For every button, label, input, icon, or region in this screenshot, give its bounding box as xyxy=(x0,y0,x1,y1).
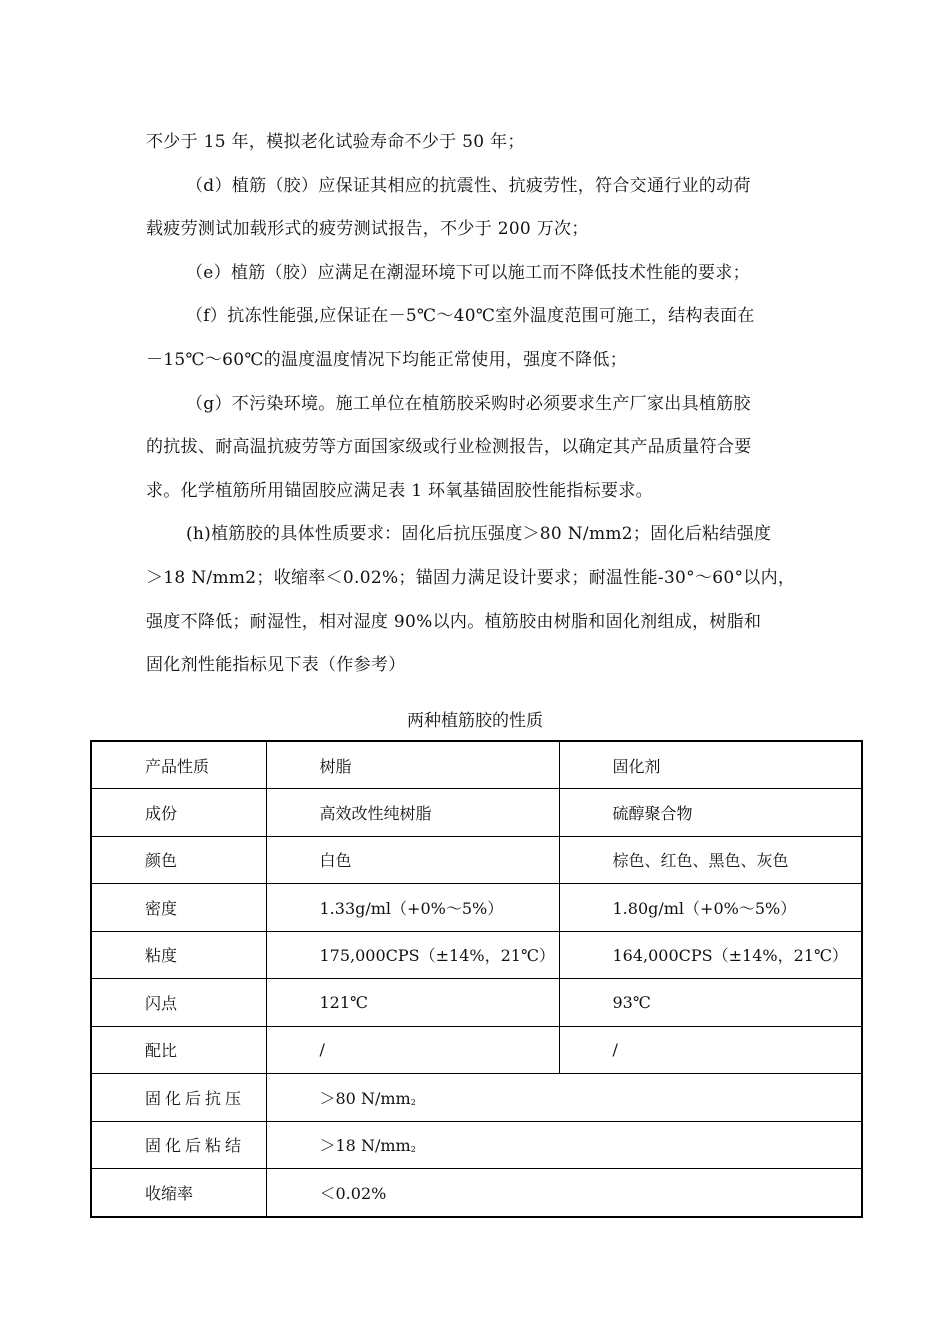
row-label: 收缩率 xyxy=(91,1169,266,1217)
hardener-value: 1.80g/ml（+0%～5%） xyxy=(559,884,862,932)
row-label: 粘度 xyxy=(91,931,266,979)
paragraph-line: 不少于 15 年，模拟老化试验寿命不少于 50 年； xyxy=(146,132,525,152)
hardener-value: 93℃ xyxy=(559,979,862,1027)
row-label: 固化后粘结 xyxy=(91,1121,266,1169)
properties-table xyxy=(90,740,863,1218)
row-label: 配比 xyxy=(91,1026,266,1074)
table-row xyxy=(91,789,862,837)
hardener-value: 164,000CPS（±14%，21℃） xyxy=(559,931,862,979)
resin-value: 白色 xyxy=(266,836,559,884)
row-label: 闪点 xyxy=(91,979,266,1027)
resin-value: / xyxy=(266,1026,559,1074)
row-label: 固化后抗压 xyxy=(91,1074,266,1122)
paragraph-line: ＞18 N/mm2；收缩率＜0.02%；锚固力满足设计要求；耐温性能-30°～60°以内， xyxy=(146,567,796,588)
paragraph-line: (h)植筋胶的具体性质要求：固化后抗压强度＞80 N/mm2；固化后粘结强度 xyxy=(186,524,772,545)
paragraph-line: （g）不污染环境。施工单位在植筋胶采购时必须要求生产厂家出具植筋胶 xyxy=(186,393,751,414)
combined-value xyxy=(266,1169,862,1217)
resin-value: 121℃ xyxy=(266,979,559,1027)
header-cell-hardener: 固化剂 xyxy=(559,741,862,789)
table-row xyxy=(91,1121,862,1169)
paragraph-line: （d）植筋（胶）应保证其相应的抗震性、抗疲劳性，符合交通行业的动荷 xyxy=(186,175,751,196)
body-text xyxy=(146,124,816,691)
paragraph-line: －15℃～60℃的温度温度情况下均能正常使用，强度不降低； xyxy=(146,349,627,370)
paragraph-line: 强度不降低；耐湿性，相对湿度 90%以内。植筋胶由树脂和固化剂组成，树脂和 xyxy=(146,611,762,632)
resin-value: 1.33g/ml（+0%～5%） xyxy=(266,884,559,932)
paragraph-line: 固化剂性能指标见下表（作参考） xyxy=(146,655,406,676)
value-text: ＜0.02% xyxy=(319,1183,387,1203)
table-row xyxy=(91,979,862,1027)
table-row xyxy=(91,1026,862,1074)
combined-value xyxy=(266,1074,862,1122)
superscript: 2 xyxy=(410,1145,416,1155)
table-row xyxy=(91,884,862,932)
hardener-value: / xyxy=(559,1026,862,1074)
value-text: ＞80 N/mm xyxy=(319,1088,411,1108)
combined-value xyxy=(266,1121,862,1169)
resin-value: 高效改性纯树脂 xyxy=(266,789,559,837)
hardener-value: 硫醇聚合物 xyxy=(559,789,862,837)
paragraph-line: 求。化学植筋所用锚固胶应满足表 1 环氧基锚固胶性能指标要求。 xyxy=(146,480,653,501)
superscript: 2 xyxy=(410,1097,416,1107)
paragraph-line: 的抗拔、耐高温抗疲劳等方面国家级或行业检测报告，以确定其产品质量符合要 xyxy=(146,437,752,458)
hardener-value: 棕色、红色、黑色、灰色 xyxy=(559,836,862,884)
table-header-row xyxy=(91,741,862,789)
paragraph-line: （f）抗冻性能强,应保证在－5℃～40℃室外温度范围可施工，结构表面在 xyxy=(186,306,755,327)
table-row xyxy=(91,1074,862,1122)
table-row xyxy=(91,931,862,979)
row-label: 颜色 xyxy=(91,836,266,884)
table-row xyxy=(91,836,862,884)
paragraph-line: （e）植筋（胶）应满足在潮湿环境下可以施工而不降低技术性能的要求； xyxy=(186,262,750,283)
header-cell-property: 产品性质 xyxy=(91,741,266,789)
table-caption: 两种植筋胶的性质 xyxy=(407,711,543,731)
row-label: 密度 xyxy=(91,884,266,932)
row-label: 成份 xyxy=(91,789,266,837)
paragraph-line: 载疲劳测试加载形式的疲劳测试报告，不少于 200 万次； xyxy=(146,219,589,240)
resin-value: 175,000CPS（±14%，21℃） xyxy=(266,931,559,979)
table-row xyxy=(91,1169,862,1217)
header-cell-resin: 树脂 xyxy=(266,741,559,789)
value-text: ＞18 N/mm xyxy=(319,1136,411,1156)
